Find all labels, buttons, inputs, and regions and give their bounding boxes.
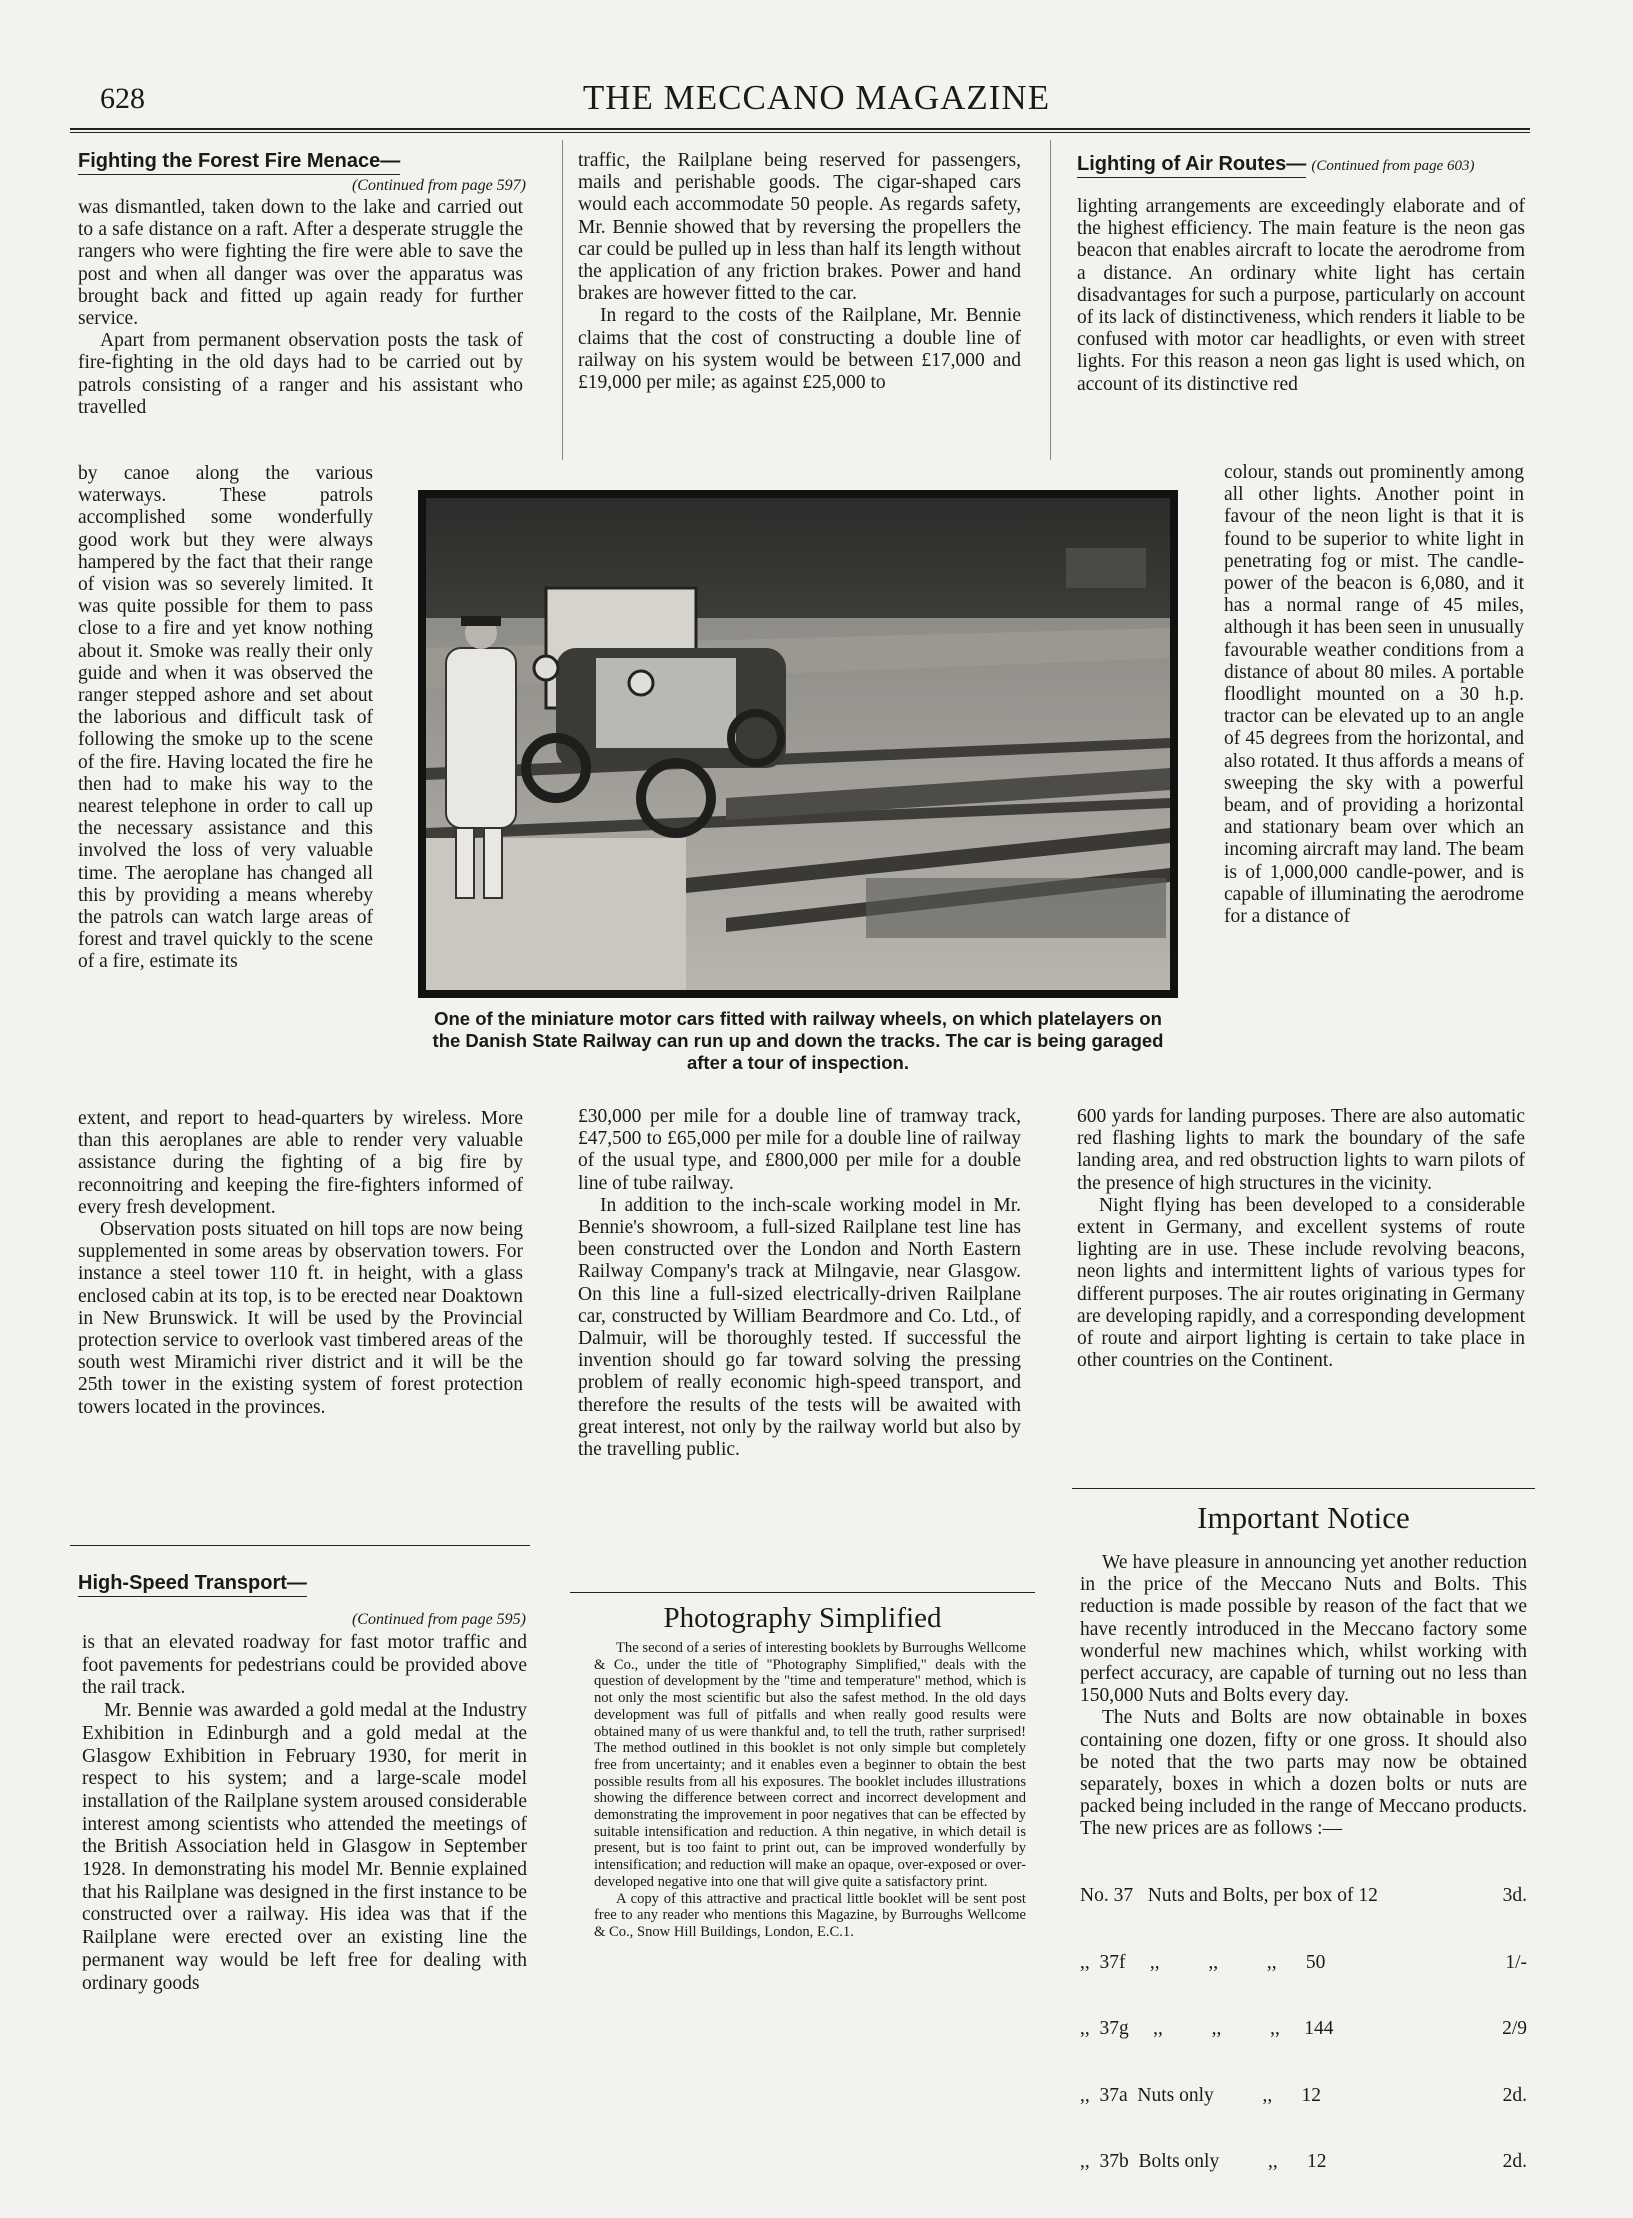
price-item: ,, 37g ,, ,, ,, 144 [1080,2018,1334,2040]
price-row [1080,1885,1527,1907]
forest-text-narrow [78,463,373,974]
paragraph: We have pleasure in announcing yet another reduction in the price of the Meccano Nuts and Bolts. This reduction is made possible by reason of the fact that we have recently introduced in the Meccano factory some wonderful new machines which, whilst working with perfect accuracy, are capable of turning out no less than 150,000 Nuts and Bolts every day. [1080,1552,1527,1707]
paragraph: colour, stands out prominently among all other lights. Another point in favour of the neon light is that it is found to be superior to white light in penetrating fog or mist. The candle-power of the beacon is 6,080, and it has a normal range of 45 miles, although it has been seen in unusually favourable weather conditions from a distance of about 80 miles. A portable floodlight mounted on a 30 h.p. tractor can be elevated up to an angle of 45 degrees from the horizontal, and also rotated. It thus affords a means of sweeping the sky with a powerful beam, and of providing a horizontal and stationary beam over which an incoming aircraft may land. The beam is of 1,000,000 candle-power, and is capable of illuminating the aerodrome for a distance of [1224,462,1524,928]
photo-caption: One of the miniature motor cars fitted with railway wheels, on which platelayers on the Danish State Railway can run up and down the tracks. The car is being garaged after a tour of inspection. [432,1008,1164,1073]
paragraph: extent, and report to head-quarters by wireless. More than this aeroplanes are able to render very valuable assistance during the fighting of a big fire by reconnoitring and keeping the fire-fighters informed of every fresh development. [78,1108,523,1218]
price-list [1080,1841,1527,2218]
section-divider [570,1592,1035,1593]
paragraph: traffic, the Railplane being reserved for passengers, mails and perishable goods. The cigar-shaped cars would each accommodate 50 people. As regards safety, Mr. Bennie showed that by reversing the propellers the car could be pulled up in less than half its length without the application of any friction brakes. Power and hand brakes are however fitted to the car. [578,150,1021,305]
price-item: ,, 37b Bolts only ,, 12 [1080,2151,1327,2173]
price-item: No. 37 Nuts and Bolts, per box of 12 [1080,1885,1378,1907]
paragraph: A copy of this attractive and practical little booklet will be sent post free to any reader who mentions this Magazine, by Burroughs Wellcome & Co., Snow Hill Buildings, London, E.C.1. [594,1890,1026,1940]
price-value: 3d. [1502,1885,1527,1907]
railplane-text-bottom [578,1106,1021,1461]
header-rule-thin [70,132,1530,133]
section-divider [70,1545,530,1546]
lighting-text-bottom [1077,1106,1525,1372]
paragraph: Observation posts situated on hill tops are now being supplemented in some areas by observation towers. For instance a steel tower 110 ft. in height, with a glass enclosed cabin at its top, is to be erected near Doaktown in New Brunswick. It will be used by the Provincial protection service to overlook vast timbered areas of the south west Miramichi river district and it will be the 25th tower in the existing system of forest protection towers located in the provinces. [78,1219,523,1418]
price-row [1080,2085,1527,2107]
highspeed-heading-block [78,1572,526,1629]
paragraph: £30,000 per mile for a double line of tramway track, £47,500 to £65,000 per mile for a double line of railway of the usual type, and £800,000 per mile for a double line of tube railway. [578,1106,1021,1194]
price-value: 2d. [1502,2084,1527,2106]
railplane-text-top [578,150,1021,394]
price-item: ,, 37f ,, ,, ,, 50 [1080,1951,1326,1973]
price-row [1080,2151,1527,2173]
forest-text-bottom [78,1108,523,1419]
photo-illustration [426,498,1170,990]
paragraph: In addition to the inch-scale working model in Mr. Bennie's showroom, a full-sized Railplane test line has been constructed over the London and North Eastern Railway Company's track at Milngavie, near Glasgow. On this line a full-sized electrically-driven Railplane car, constructed by William Beardmore and Co. Ltd., of Dalmuir, will be thoroughly tested. If successful the invention should go far toward solving the pressing problem of really economic high-speed transport, and therefore the results of the tests will be awaited with great interest, not only by the railway world but also by the travelling public. [578,1194,1021,1461]
lighting-continued: (Continued from page 603) [1311,158,1475,174]
lighting-text-top [1077,196,1525,396]
notice-title: Important Notice [1197,1500,1410,1535]
lighting-title: Lighting of Air Routes— [1077,153,1306,178]
paragraph: was dismantled, taken down to the lake and carried out to a safe distance on a raft. After a desperate struggle the rangers who were fighting the fire were able to save the post and when all danger was over the apparatus was brought back and fitted up again ready for further service. [78,197,523,330]
paragraph: Night flying has been developed to a considerable extent in Germany, and excellent systems of route lighting are in use. These include revolving beacons, neon lights and intermittent lights of various types for different purposes. The air routes originating in Germany are developing rapidly, and a corresponding development of route and airport lighting is certain to take place in other countries on the Continent. [1077,1194,1525,1372]
lighting-text-narrow [1224,462,1524,928]
paragraph: Mr. Bennie was awarded a gold medal at the Industry Exhibition in Edinburgh and a gold medal at the Glasgow Exhibition in February 1930, for merit in respect to his system; and a large-scale model installation of the Railplane system aroused considerable interest among scientists who attended the meetings of the British Association held in Glasgow in September 1928. In demonstrating his model Mr. Bennie explained that his Railplane was designed in the first instance to be constructed over a railway. His idea was that if the Railplane were erected over an existing line the permanent way would be left free for dealing with ordinary goods [82,1700,527,1994]
notice-text [1080,1552,1527,2218]
paragraph: 600 yards for landing purposes. There are also automatic red flashing lights to mark the boundary of the safe landing area, and red obstruction lights to warn pilots of the presence of high structures in the vicinity. [1077,1106,1525,1194]
section-divider [1072,1488,1535,1489]
railway-car-photo [418,490,1178,998]
highspeed-title: High-Speed Transport— [78,1572,307,1597]
column-divider [1050,140,1051,460]
photography-title: Photography Simplified [663,1602,942,1634]
lighting-heading-block [1077,153,1532,178]
forest-text-top [78,197,523,419]
forest-heading-block [78,150,526,195]
paragraph: In regard to the costs of the Railplane, Mr. Bennie claims that the cost of constructing a double line of railway on his system would be between £17,000 and £19,000 per mile; as against £25,000 to [578,305,1021,394]
price-row [1080,2018,1527,2040]
photography-text [594,1640,1026,1941]
column-divider [562,140,563,460]
forest-title: Fighting the Forest Fire Menace— [78,150,400,175]
price-value: 2d. [1502,2151,1527,2173]
price-value: 2/9 [1502,2018,1527,2040]
price-row [1080,1952,1527,1974]
paragraph: by canoe along the various waterways. These patrols accomplished some wonderfully good work but they were always hampered by the fact that their range of vision was so severely limited. It was quite possible for them to pass close to a fire and yet know nothing about it. Smoke was really their only guide and when it was observed the ranger stepped ashore and set about the laborious and difficult task of following the smoke up to the scene of the fire. Having located the fire he then had to make his way to the nearest telephone in order to call up the necessary assistance and this involved the loss of very valuable time. The aeroplane has changed all this by providing a means whereby the patrols can watch large areas of forest and travel quickly to the scene of a fire, estimate its [78,463,373,973]
paragraph: is that an elevated roadway for fast motor traffic and foot pavements for pedestrians could be provided above the rail track. [82,1632,527,1699]
page-number: 628 [100,82,145,115]
price-value: 1/- [1505,1951,1527,1973]
highspeed-text [82,1632,527,1995]
paragraph: lighting arrangements are exceedingly elaborate and of the highest efficiency. The main feature is the neon gas beacon that enables aircraft to locate the aerodrome from a distance. An ordinary white light has certain disadvantages for such a purpose, particularly on account of its lack of distinctiveness, which renders it liable to be confused with motor car headlights, or even with street lights. For this reason a neon gas light is used which, on account of its distinctive red [1077,196,1525,395]
forest-continued: (Continued from page 597) [351,177,526,194]
paragraph: Apart from permanent observation posts the task of fire-fighting in the old days had to be carried out by patrols consisting of a ranger and his assistant who travelled [78,330,523,418]
header-rule [70,128,1530,130]
highspeed-continued: (Continued from page 595) [351,1611,526,1628]
magazine-title: THE MECCANO MAGAZINE [582,78,1051,117]
paragraph: The second of a series of interesting booklets by Burroughs Wellcome & Co., under the title of "Photography Simplified," deals with the question of development by the "time and temperature" method, which is not only the most scientific but also the safest method. In the old days development was full of pitfalls and when really good results were obtained many of us were thankful and, to tell the truth, rather surprised! The method outlined in this booklet is not only simple but completely free from uncertainty; and it enables even a beginner to obtain the best possible results from all his exposures. The booklet includes illustrations showing the difference between correct and incorrect development and demonstrating the improvement in poor negatives that can be effected by suitable intensification and reduction. A thin negative, in which detail is present, but is too faint to print out, can be improved wonderfully by intensification; and reduction will make an opaque, over-exposed or over-developed negative into one that will give quite a satisfactory print. [594,1640,1026,1890]
paragraph: The Nuts and Bolts are now obtainable in boxes containing one dozen, fifty or one gross. It should also be noted that the two parts may now be obtained separately, boxes in which a dozen bolts or nuts are packed being included in the range of Meccano products. The new prices are as follows :— [1080,1707,1527,1840]
price-item: ,, 37a Nuts only ,, 12 [1080,2084,1322,2106]
